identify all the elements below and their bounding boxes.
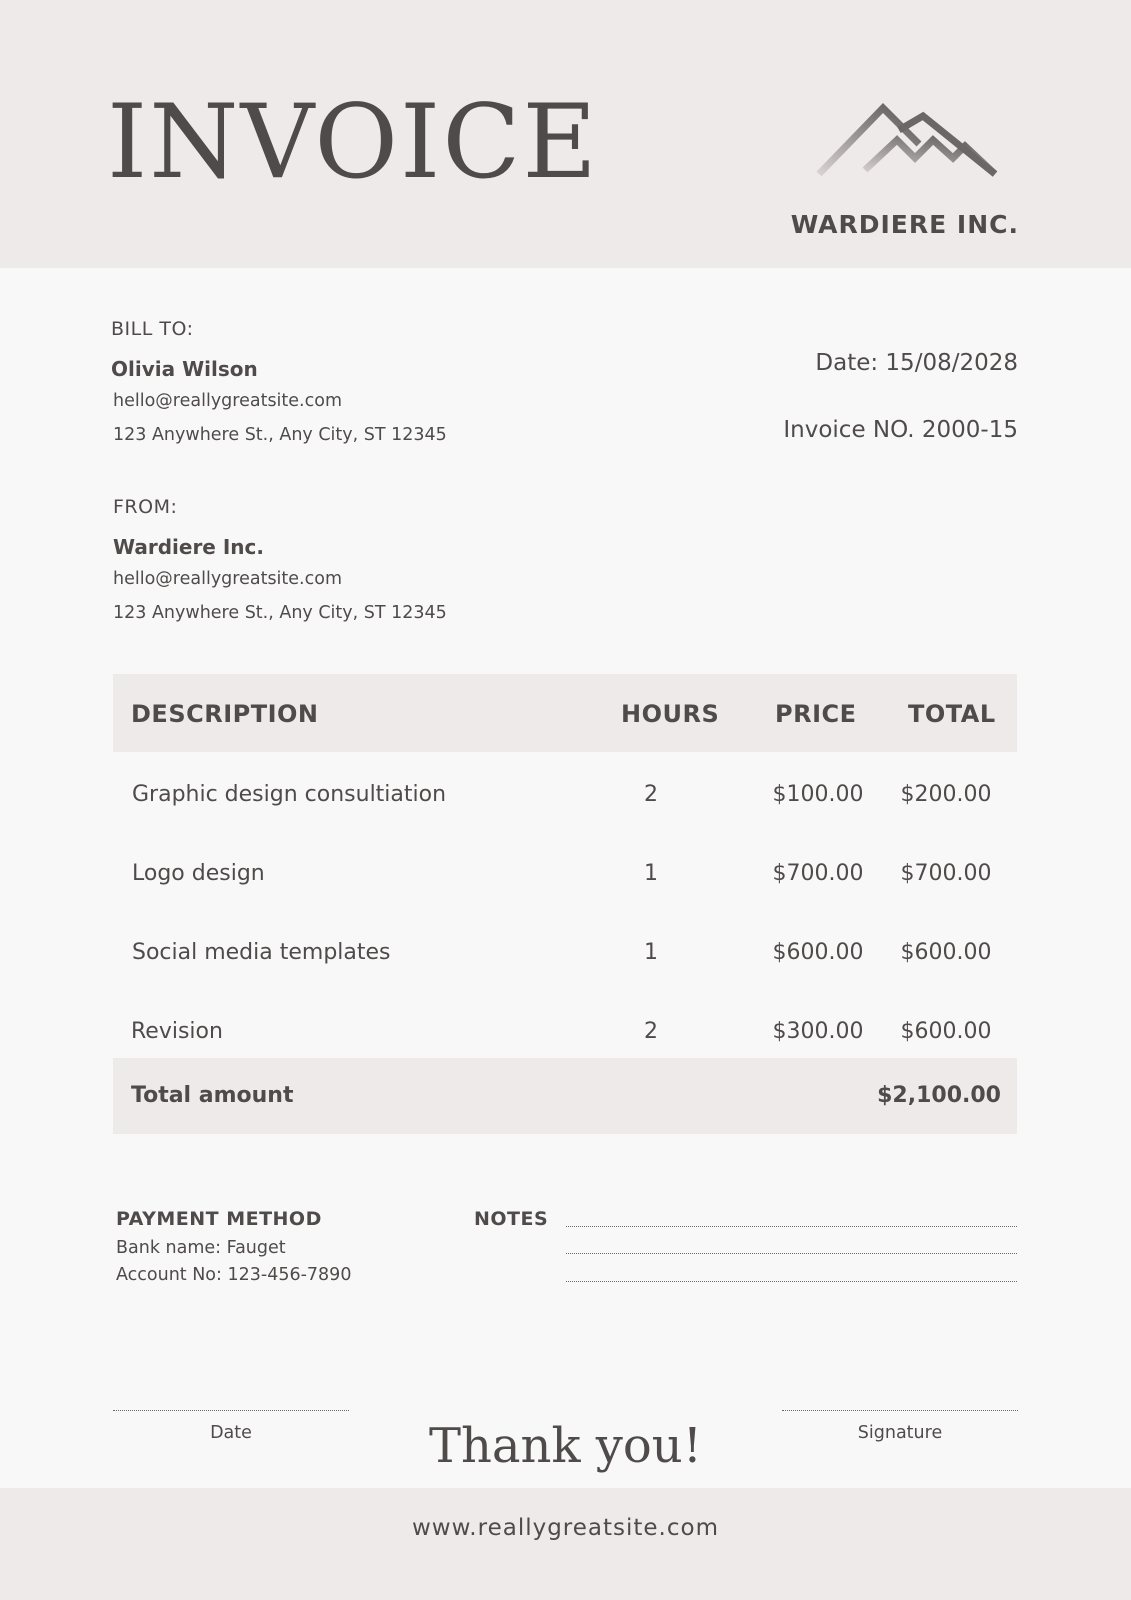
col-description: DESCRIPTION [131, 700, 319, 728]
bill-to-address: 123 Anywhere St., Any City, ST 12345 [113, 425, 447, 445]
table-row [113, 914, 1017, 993]
row-hours: 1 [644, 861, 658, 886]
row-total: $200.00 [900, 782, 992, 807]
total-value: $2,100.00 [877, 1083, 1001, 1108]
row-price: $100.00 [772, 782, 864, 807]
row-hours: 2 [644, 1019, 658, 1044]
notes-line [566, 1226, 1017, 1227]
total-label: Total amount [131, 1083, 294, 1108]
signature-label: Signature [857, 1423, 943, 1443]
payment-method-title: PAYMENT METHOD [116, 1208, 322, 1230]
company-name: WARDIERE INC. [790, 210, 1019, 239]
col-total: TOTAL [908, 700, 996, 728]
row-description: Logo design [132, 861, 265, 886]
row-total: $700.00 [900, 861, 992, 886]
footer-url[interactable]: www.reallygreatsite.com [411, 1515, 719, 1541]
row-total: $600.00 [900, 1019, 992, 1044]
row-hours: 2 [644, 782, 658, 807]
invoice-date: Date: 15/08/2028 [815, 350, 1018, 376]
row-total: $600.00 [900, 940, 992, 965]
date-label: Date [210, 1423, 252, 1443]
notes-line [566, 1253, 1017, 1254]
notes-title: NOTES [474, 1208, 549, 1230]
row-description: Social media templates [132, 940, 391, 965]
total-row [113, 1058, 1017, 1134]
notes-line [566, 1281, 1017, 1282]
table-row [113, 756, 1017, 835]
bill-to-name: Olivia Wilson [111, 357, 258, 381]
col-hours: HOURS [621, 700, 720, 728]
table-row [113, 835, 1017, 914]
row-description: Revision [131, 1019, 223, 1044]
from-address: 123 Anywhere St., Any City, ST 12345 [113, 603, 447, 623]
signature-line [782, 1410, 1018, 1411]
bill-to-label: BILL TO: [111, 318, 194, 340]
bank-name: Bank name: Fauget [116, 1238, 286, 1258]
row-description: Graphic design consultiation [132, 782, 447, 807]
row-hours: 1 [644, 940, 658, 965]
date-line [113, 1410, 349, 1411]
from-label: FROM: [113, 496, 178, 518]
table-header [113, 674, 1017, 752]
row-price: $600.00 [772, 940, 864, 965]
bill-to-email: hello@reallygreatsite.com [113, 391, 342, 411]
invoice-number: Invoice NO. 2000-15 [783, 417, 1018, 443]
row-price: $300.00 [772, 1019, 864, 1044]
account-number: Account No: 123-456-7890 [116, 1265, 352, 1285]
invoice-title: INVOICE [107, 83, 599, 202]
footer-band [0, 1488, 1131, 1600]
from-name: Wardiere Inc. [113, 535, 264, 559]
thank-you-text: Thank you! [428, 1418, 703, 1474]
from-email: hello@reallygreatsite.com [113, 569, 342, 589]
mountain-logo-icon [815, 100, 1005, 182]
col-price: PRICE [775, 700, 857, 728]
row-price: $700.00 [772, 861, 864, 886]
